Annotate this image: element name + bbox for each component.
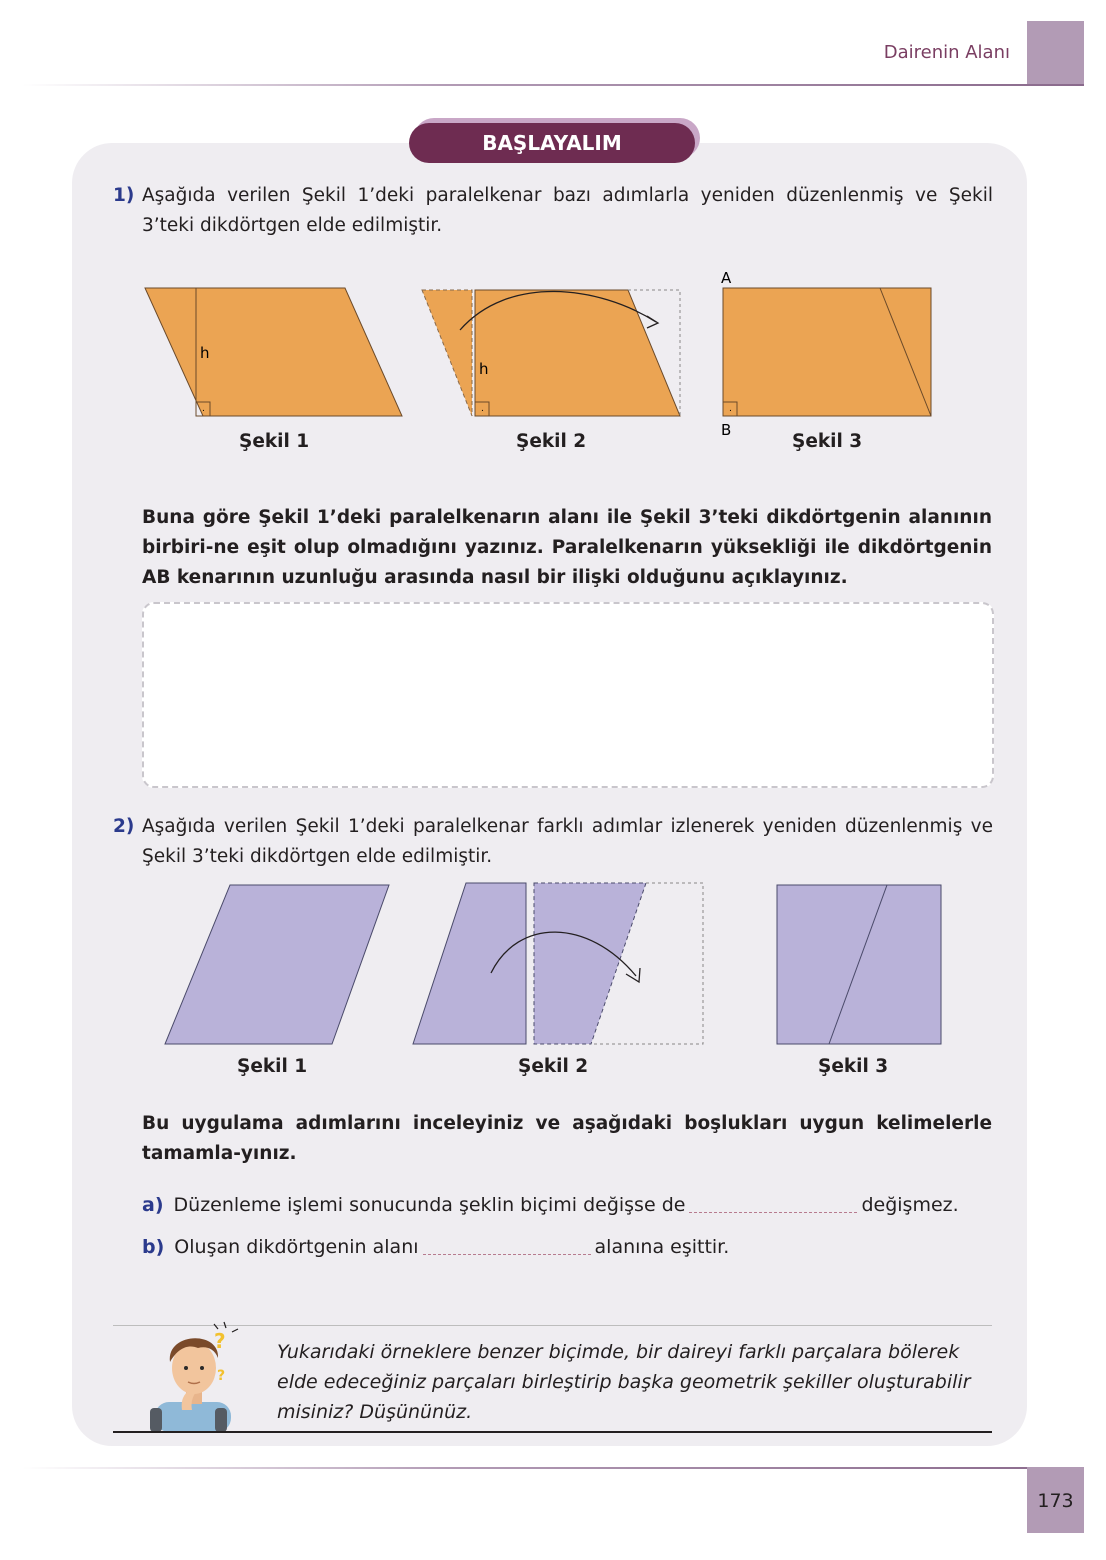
svg-text:?: ? bbox=[214, 1329, 226, 1353]
q1-caption-3: Şekil 3 bbox=[792, 431, 863, 452]
question-2-prompt: Bu uygulama adımlarını inceleyiniz ve aşağıdaki boşlukları uygun kelimelerle tamamla-yınız. bbox=[142, 1113, 992, 1164]
fill-item-a bbox=[142, 1194, 959, 1216]
fill-item-b-label: b) bbox=[142, 1236, 165, 1258]
section-banner: BAŞLAYALIM bbox=[409, 123, 695, 163]
thinking-boy-icon bbox=[140, 1318, 250, 1434]
question-2-text: Aşağıda verilen Şekil 1’deki paralelkenar farklı adımlar izlenerek yeniden düzenlenmiş ve Şekil 3’teki dikdörtgen elde edilmiştir. bbox=[142, 816, 993, 867]
q2-caption-2: Şekil 2 bbox=[518, 1056, 589, 1077]
header-tab bbox=[1027, 21, 1084, 85]
q1-caption-2: Şekil 2 bbox=[516, 431, 587, 452]
right-angle-dot-2: . bbox=[481, 404, 484, 414]
fill-item-b-after: alanına eşittir. bbox=[594, 1236, 730, 1258]
q2-figure-3 bbox=[772, 880, 947, 1050]
fill-item-a-before: Düzenleme işlemi sonucunda şeklin biçimi değişse de bbox=[173, 1194, 686, 1216]
tip-text: Yukarıdaki örneklere benzer biçimde, bir daireyi farklı parçalara bölerek elde edeceğiniz parçaları birleştirip başka geometrik şekiller oluşturabilir misiniz? Düşününüz. bbox=[277, 1341, 971, 1423]
header-divider bbox=[22, 84, 1084, 86]
fill-item-a-after: değişmez. bbox=[861, 1194, 959, 1216]
vertex-a-label: A bbox=[721, 269, 732, 287]
question-2 bbox=[113, 812, 993, 872]
question-2-number: 2) bbox=[113, 816, 135, 837]
fill-item-b-before: Oluşan dikdörtgenin alanı bbox=[174, 1236, 419, 1258]
question-1 bbox=[113, 181, 993, 241]
question-1-number: 1) bbox=[113, 185, 135, 206]
svg-text:?: ? bbox=[217, 1368, 226, 1384]
q2-figure-2 bbox=[408, 878, 708, 1050]
fill-item-b bbox=[142, 1236, 729, 1258]
right-angle-dot-3: . bbox=[729, 404, 732, 414]
height-label: h bbox=[200, 344, 210, 362]
blank-a[interactable] bbox=[689, 1212, 857, 1213]
vertex-b-label: B bbox=[721, 421, 732, 439]
question-1-text: Aşağıda verilen Şekil 1’deki paralelkenar bazı adımlarla yeniden düzenlenmiş ve Şekil 3’teki dikdörtgen elde edilmiştir. bbox=[142, 185, 993, 236]
q1-caption-1: Şekil 1 bbox=[239, 431, 310, 452]
tip-bottom-divider bbox=[113, 1431, 992, 1433]
answer-box[interactable] bbox=[142, 602, 994, 788]
chapter-title: Dairenin Alanı bbox=[883, 42, 1010, 63]
q2-caption-1: Şekil 1 bbox=[237, 1056, 308, 1077]
blank-b[interactable] bbox=[423, 1254, 591, 1255]
right-angle-dot: . bbox=[202, 404, 205, 414]
q1-figure-3 bbox=[716, 265, 946, 440]
q2-caption-3: Şekil 3 bbox=[818, 1056, 889, 1077]
height-label-2: h bbox=[479, 360, 489, 378]
fill-item-a-label: a) bbox=[142, 1194, 164, 1216]
q1-figure-1 bbox=[140, 280, 410, 425]
question-1-prompt: Buna göre Şekil 1’deki paralelkenarın alanı ile Şekil 3’teki dikdörtgenin alanının birbiri-ne eşit olup olmadığını yazınız. Paralelkenarın yüksekliği ile dikdörtgenin AB kenarının uzunluğu arasında nasıl bir ilişki olduğunu açıklayınız. bbox=[142, 507, 992, 588]
footer-divider bbox=[22, 1467, 1084, 1469]
q1-figure-2 bbox=[418, 280, 688, 425]
page-number: 173 bbox=[1027, 1467, 1084, 1533]
q2-figure-1 bbox=[160, 880, 395, 1050]
